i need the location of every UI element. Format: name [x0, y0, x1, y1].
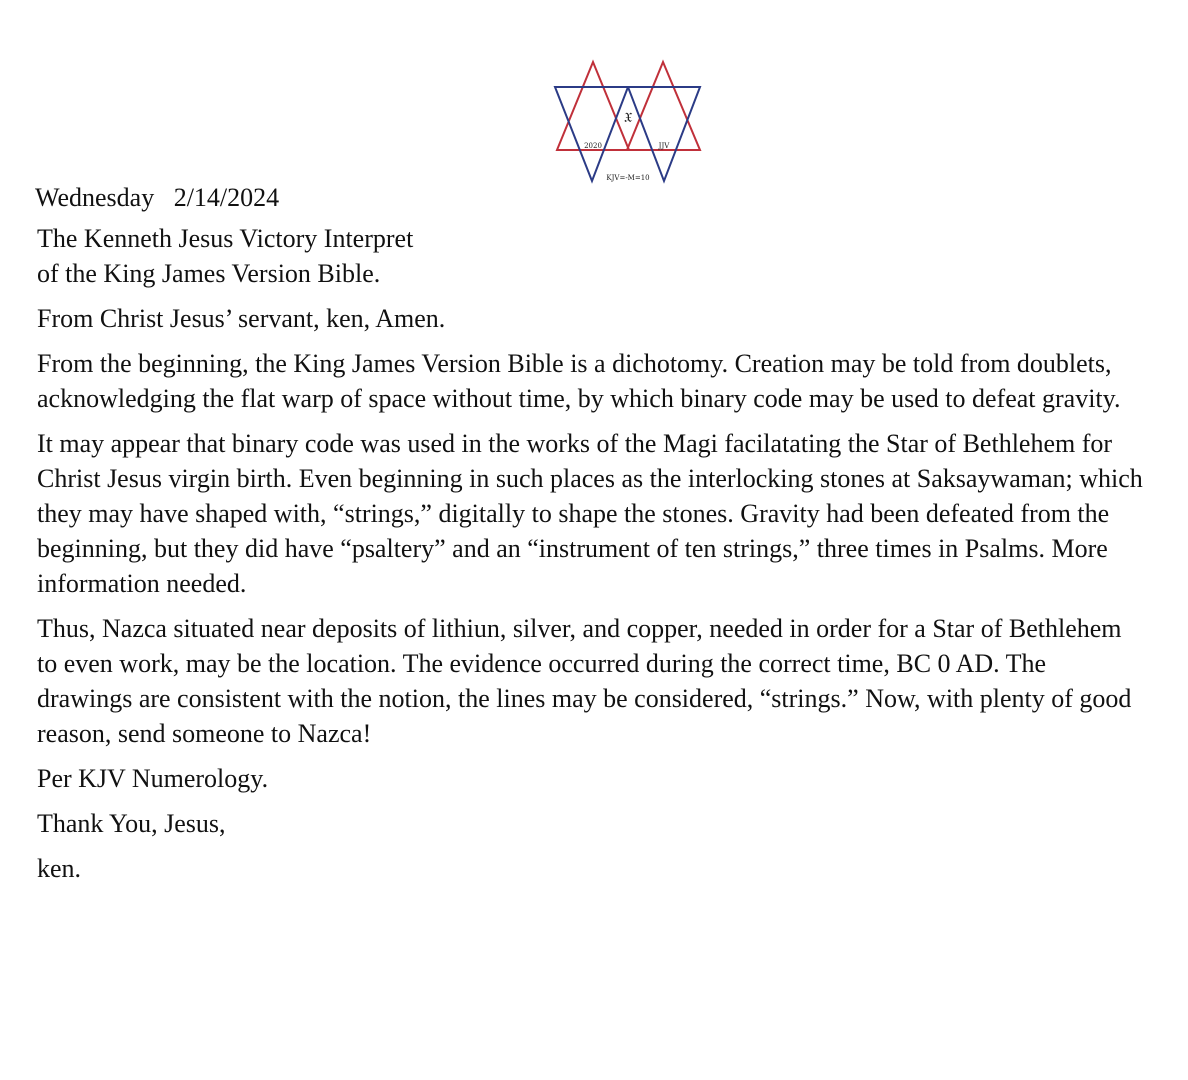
paragraph-1: From the beginning, the King James Version Bible is a dichotomy. Creation may be told from doublets, acknowledging the flat warp of space without time, by which binary code may be used to defeat gravity.	[37, 349, 1121, 413]
blue-triangle-left	[555, 87, 628, 181]
title-line-1: The Kenneth Jesus Victory Interpret	[37, 224, 414, 253]
title-line-2: of the King James Version Bible.	[37, 259, 381, 288]
numerology-line: Per KJV Numerology.	[37, 764, 269, 793]
weekday: Wednesday	[35, 183, 155, 212]
logo-bottom-label: KJV=-M=10	[606, 174, 650, 182]
interlocking-triangles-icon	[548, 56, 708, 186]
document-title	[37, 221, 1147, 291]
logo-right-label: JJV	[658, 142, 670, 150]
logo-center-glyph: 𝔛	[623, 110, 633, 126]
star-logo	[548, 56, 708, 186]
paragraph-3: Thus, Nazca situated near deposits of lithiun, silver, and copper, needed in order for a Star of Bethlehem to even work, may be the location. The evidence occurred during the correct time, BC 0 AD. The drawings are consistent with the notion, the lines may be considered, “strings.” Now, with plenty of good reason, send someone to Nazca!	[37, 614, 1132, 748]
salutation: From Christ Jesus’ servant, ken, Amen.	[37, 304, 446, 333]
date: 2/14/2024	[173, 183, 280, 212]
signature: ken.	[37, 854, 82, 883]
blue-triangle-right	[628, 87, 700, 181]
date-line	[35, 180, 279, 216]
paragraph-2: It may appear that binary code was used in the works of the Magi facilatating the Star of Bethlehem for Christ Jesus virgin birth. Even beginning in such places as the interlocking stones at Saksaywaman; which they may have shaped with, “strings,” digitally to shape the stones. Gravity had been defeated from the beginning, but they did have “psaltery” and an “instrument of ten strings,” three times in Psalms. More information needed.	[37, 429, 1143, 598]
red-triangle-left	[557, 62, 629, 150]
document-body	[37, 221, 1147, 896]
closing-line: Thank You, Jesus,	[37, 809, 226, 838]
logo-left-label: 2020	[584, 142, 602, 150]
red-triangle-right	[627, 62, 700, 150]
